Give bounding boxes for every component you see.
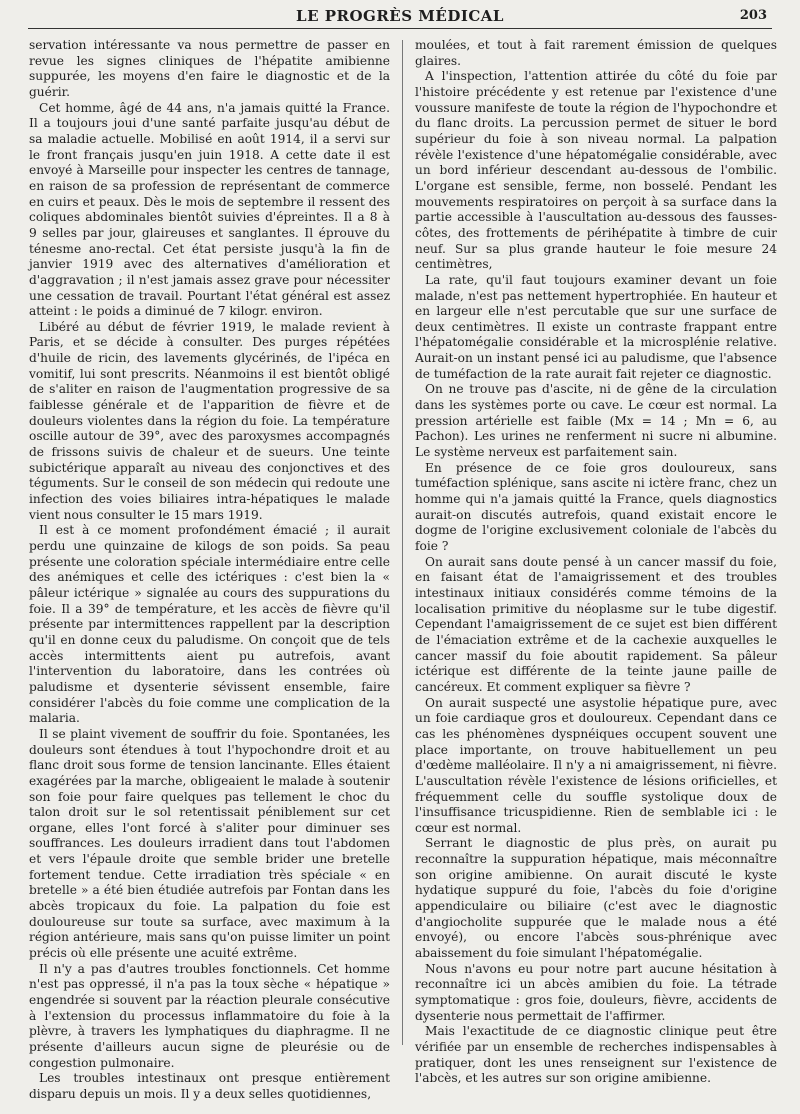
- paragraph: La rate, qu'il faut toujours examiner devant un foie malade, n'est pas nettement hypertrophiée. En hauteur et en largeur elle n'est percutable que sur une surface de deux centimètres. Il existe un contraste frappant entre l'hépatomégalie considérable et la microsplénie relative. Aurait-on un instant pensé ici au paludisme, que l'absence de tuméfaction de la rate aurait fait rejeter ce diagnostic.: [415, 272, 777, 381]
- paragraph: Cet homme, âgé de 44 ans, n'a jamais quitté la France. Il a toujours joui d'une santé parfaite jusqu'au début de sa maladie actuelle. Mobilisé en août 1914, il a servi sur le front français jusqu'en juin 1918. A cette date il est envoyé à Marseille pour inspecter les centres de tannage, en raison de sa profession de représentant de commerce en cuirs et peaux. Dès le mois de septembre il ressent des coliques abdominales bientôt suivies d'épreintes. Il a 8 à 9 selles par jour, glaireuses et sanglantes. Il éprouve du ténesme ano-rectal. Cet état persiste jusqu'à la fin de janvier 1919 avec des alternatives d'amélioration et d'aggravation ; il n'est jamais assez grave pour nécessiter une cessation de travail. Pourtant l'état général est assez atteint : le poids a diminué de 7 kilogr. environ.: [29, 100, 390, 319]
- page-number: 203: [739, 8, 767, 23]
- paragraph: servation intéressante va nous permettre de passer en revue les signes cliniques de l'hépatite amibienne suppurée, les moyens d'en faire le diagnostic et de la guérir.: [29, 38, 390, 99]
- paragraph: Il est à ce moment profondément émacié ; il aurait perdu une quinzaine de kilogs de son poids. Sa peau présente une coloration spéciale intermédiaire entre celle des anémiques et celle des ictériques : c'est bien la « pâleur ictérique » signalée au cours des suppurations du foie. Il a 39° de température, et les accès de fièvre qu'il présente par intermittences rappellent par la description qu'il en donne ceux du paludisme. On conçoit que de tels accès intermittents aient pu autrefois, avant l'intervention du laboratoire, dans les contrées où paludisme et dysenterie sévissent ensemble, faire considérer l'abcès du foie comme une complication de la malaria.: [29, 523, 390, 726]
- paragraph: Mais l'exactitude de ce diagnostic clinique peut être vérifiée par un ensemble de recherches indispensables à pratiquer, dont les unes renseignent sur l'existence de l'abcès, et les autres sur son origine amibienne.: [415, 1024, 777, 1086]
- paragraph: En présence de ce foie gros douloureux, sans tuméfaction splénique, sans ascite ni ictère franc, chez un homme qui n'a jamais quitté la France, quels diagnostics aurait-on discutés autrefois, quand existait encore le dogme de l'origine exclusivement coloniale de l'abcès du foie ?: [415, 460, 777, 553]
- paragraph: moulées, et tout à fait rarement émission de quelques glaires.: [415, 38, 777, 68]
- paragraph: Serrant le diagnostic de plus près, on aurait pu reconnaître la suppuration hépatique, mais méconnaître son origine amibienne. On aurait discuté le kyste hydatique suppuré du foie, l'abcès du foie d'origine appendiculaire ou biliaire (c'est avec le diagnostic d'angiocholite suppurée que le malade nous a été envoyé), ou encore l'abcès sous-phrénique avec abaissement du foie simulant l'hépatomégalie.: [415, 836, 777, 961]
- left-column: [29, 38, 390, 1101]
- paragraph: Les troubles intestinaux ont presque entièrement disparu depuis un mois. Il y a deux selles quotidiennes,: [29, 1071, 390, 1101]
- paragraph: A l'inspection, l'attention attirée du côté du foie par l'histoire précédente y est retenue par l'existence d'une voussure manifeste de toute la région de l'hypochondre et du flanc droits. La percussion permet de situer le bord supérieur du foie à son niveau normal. La palpation révèle l'existence d'une hépatomégalie considérable, avec un bord inférieur descendant au-dessous de l'ombilic. L'organe est sensible, ferme, non bosselé. Pendant les mouvements respiratoires on perçoit à sa surface dans la partie accessible à l'auscultation au-dessous des fausses-côtes, des frottements de périhépatite à timbre de cuir neuf. Sur sa plus grande hauteur le foie mesure 24 centimètres,: [415, 69, 777, 272]
- paragraph: Libéré au début de février 1919, le malade revient à Paris, et se décide à consulter. Des purges répétées d'huile de ricin, des lavements glycérinés, de l'ipéca en vomitif, lui sont prescrits. Néanmoins il est bientôt obligé de s'aliter en raison de l'augmentation progressive de sa faiblesse générale et de l'apparition de fièvre et de douleurs violentes dans la région du foie. La température oscille autour de 39°, avec des paroxysmes accompagnés de frissons suivis de chaleur et de sueurs. Une teinte subictérique apparaît au niveau des conjonctives et des téguments. Sur le conseil de son médecin qui redoute une infection des voies biliaires intra-hépatiques le malade vient nous consulter le 15 mars 1919.: [29, 319, 390, 522]
- running-title: LE PROGRÈS MÉDICAL: [296, 7, 504, 25]
- paragraph: Il n'y a pas d'autres troubles fonctionnels. Cet homme n'est pas oppressé, il n'a pas la toux sèche « hépatique » engendrée si souvent par la réaction pleurale consécutive à l'extension du processus inflammatoire du foie à la plèvre, à travers les lymphatiques du diaphragme. Il ne présente d'ailleurs aucun signe de pleurésie ou de congestion pulmonaire.: [29, 961, 390, 1070]
- header-rule: [28, 28, 772, 29]
- paragraph: On aurait suspecté une asystolie hépatique pure, avec un foie cardiaque gros et douloureux. Cependant dans ce cas les phénomènes dyspnéiques occupent souvent une place importante, on trouve habituellement un peu d'œdème malléolaire. Il n'y a ni amaigrissement, ni fièvre. L'auscultation révèle l'existence de lésions orificielles, et fréquemment celle du souffle systolique doux de l'insuffisance tricuspidienne. Rien de semblable ici : le cœur est normal.: [415, 695, 777, 835]
- paragraph: Nous n'avons eu pour notre part aucune hésitation à reconnaître ici un abcès amibien du foie. La tétrade symptomatique : gros foie, douleurs, fièvre, accidents de dysenterie nous permettait de l'affirmer.: [415, 961, 777, 1023]
- page-header: [0, 0, 800, 28]
- paragraph: On ne trouve pas d'ascite, ni de gêne de la circulation dans les systèmes porte ou cave. Le cœur est normal. La pression artérielle est faible (Mx = 14 ; Mn = 6, au Pachon). Les urines ne renferment ni sucre ni albumine. Le système nerveux est parfaitement sain.: [415, 382, 777, 460]
- right-column: [415, 38, 777, 1086]
- column-divider: [402, 40, 403, 1045]
- paragraph: Il se plaint vivement de souffrir du foie. Spontanées, les douleurs sont étendues à tout l'hypochondre droit et au flanc droit sous forme de tension lancinante. Elles étaient exagérées par la marche, obligeaient le malade à soutenir son foie pour faire quelques pas tellement le choc du talon droit sur le sol retentissait péniblement sur cet organe, elles l'ont forcé à s'aliter pour diminuer ses souffrances. Les douleurs irradient dans tout l'abdomen et vers l'épaule droite que semble brider une bretelle fortement tendue. Cette irradiation très spéciale « en bretelle » a été bien étudiée autrefois par Fontan dans les abcès tropicaux du foie. La palpation du foie est douloureuse sur toute sa surface, avec maximum à la région antérieure, mais sans qu'on puisse limiter un point précis où elle présente une acuité extrême.: [29, 726, 390, 961]
- paragraph: On aurait sans doute pensé à un cancer massif du foie, en faisant état de l'amaigrissement et des troubles intestinaux initiaux considérés comme témoins de la localisation primitive du néoplasme sur le tube digestif. Cependant l'amaigrissement de ce sujet est bien différent de l'émaciation extrême et de la cachexie auxquelles le cancer massif du foie aboutit rapidement. Sa pâleur ictérique est différente de la teinte jaune paille de cancéreux. Et comment expliquer sa fièvre ?: [415, 554, 777, 694]
